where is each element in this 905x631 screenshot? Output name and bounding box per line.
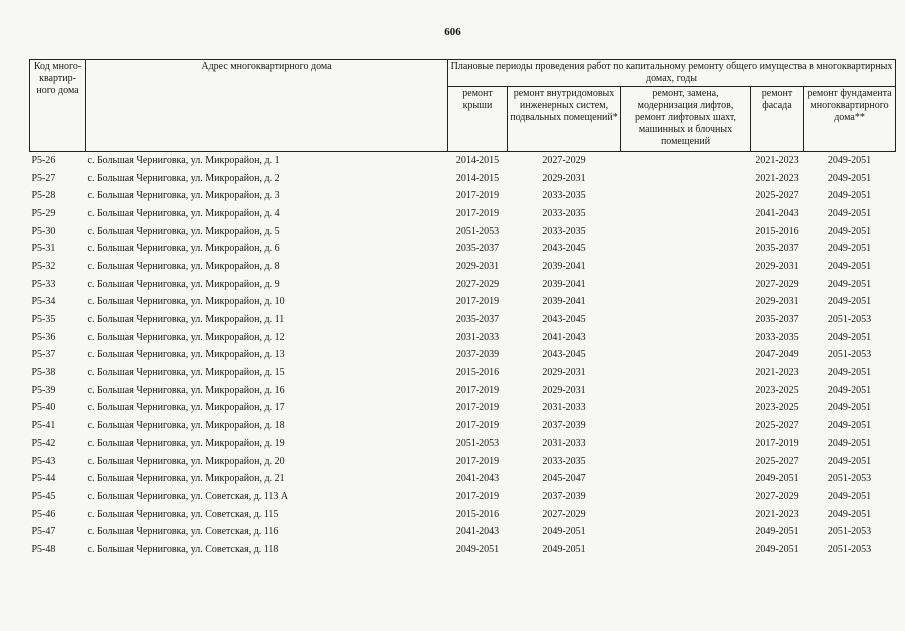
cell-lifts bbox=[621, 152, 751, 170]
cell-engineering: 2033-2035 bbox=[542, 455, 586, 467]
table-row bbox=[30, 400, 896, 418]
cell-address: с. Большая Черниговка, ул. Микрорайон, д. 15 bbox=[87, 367, 285, 379]
cell-facade: 2029-2031 bbox=[755, 260, 799, 272]
cell-facade: 2015-2016 bbox=[755, 225, 799, 237]
table-row bbox=[30, 311, 896, 329]
cell-code: P5-46 bbox=[31, 508, 56, 520]
cell-facade: 2021-2023 bbox=[755, 154, 799, 166]
cell-facade: 2035-2037 bbox=[755, 243, 799, 255]
table-row bbox=[30, 205, 896, 223]
cell-address: с. Большая Черниговка, ул. Микрорайон, д. 11 bbox=[87, 314, 285, 326]
cell-facade: 2021-2023 bbox=[755, 172, 799, 184]
cell-foundation: 2049-2051 bbox=[827, 508, 872, 520]
cell-roof: 2017-2019 bbox=[455, 490, 500, 502]
cell-code: P5-27 bbox=[31, 172, 56, 184]
cell-facade: 2021-2023 bbox=[755, 508, 799, 520]
cell-address: с. Большая Черниговка, ул. Микрорайон, д. 9 bbox=[87, 278, 280, 290]
table-row bbox=[30, 453, 896, 471]
cell-engineering: 2033-2035 bbox=[542, 207, 586, 219]
header-periods: Плановые периоды проведения работ по капитальному ремонту общего имущества в многоквартирных домах, годы bbox=[448, 60, 896, 87]
cell-facade: 2041-2043 bbox=[755, 207, 799, 219]
cell-foundation: 2049-2051 bbox=[827, 455, 872, 467]
cell-roof: 2035-2037 bbox=[455, 243, 500, 255]
cell-engineering: 2039-2041 bbox=[542, 278, 586, 290]
cell-engineering: 2033-2035 bbox=[542, 225, 586, 237]
table-row bbox=[30, 329, 896, 347]
cell-foundation: 2049-2051 bbox=[827, 296, 872, 308]
cell-engineering: 2031-2033 bbox=[542, 402, 586, 414]
cell-lifts bbox=[621, 276, 751, 294]
cell-lifts bbox=[621, 523, 751, 541]
cell-roof: 2051-2053 bbox=[455, 437, 500, 449]
cell-facade: 2049-2051 bbox=[755, 543, 799, 555]
cell-lifts bbox=[621, 453, 751, 471]
cell-foundation: 2049-2051 bbox=[827, 190, 872, 202]
cell-lifts bbox=[621, 347, 751, 365]
cell-lifts bbox=[621, 258, 751, 276]
cell-code: P5-43 bbox=[31, 455, 56, 467]
header-engineering: ремонт внутридомовых инженерных систем, подвальных помещений* bbox=[508, 87, 621, 152]
table-row bbox=[30, 470, 896, 488]
cell-engineering: 2043-2045 bbox=[542, 243, 586, 255]
header-facade: ремонт фасада bbox=[751, 87, 804, 152]
cell-address: с. Большая Черниговка, ул. Советская, д. 115 bbox=[87, 508, 279, 520]
cell-foundation: 2049-2051 bbox=[827, 243, 872, 255]
cell-roof: 2051-2053 bbox=[455, 225, 500, 237]
cell-lifts bbox=[621, 240, 751, 258]
cell-engineering: 2045-2047 bbox=[542, 473, 586, 485]
cell-roof: 2049-2051 bbox=[455, 543, 500, 555]
cell-facade: 2027-2029 bbox=[755, 278, 799, 290]
cell-code: P5-41 bbox=[31, 420, 56, 432]
header-foundation: ремонт фундамента многоквартирного дома** bbox=[804, 87, 896, 152]
cell-engineering: 2049-2051 bbox=[542, 526, 586, 538]
cell-foundation: 2049-2051 bbox=[827, 225, 872, 237]
cell-engineering: 2031-2033 bbox=[542, 437, 586, 449]
cell-foundation: 2049-2051 bbox=[827, 154, 872, 166]
cell-foundation: 2049-2051 bbox=[827, 331, 872, 343]
cell-facade: 2021-2023 bbox=[755, 367, 799, 379]
cell-foundation: 2049-2051 bbox=[827, 367, 872, 379]
cell-code: P5-26 bbox=[31, 154, 56, 166]
cell-facade: 2029-2031 bbox=[755, 296, 799, 308]
cell-address: с. Большая Черниговка, ул. Микрорайон, д. 8 bbox=[87, 260, 280, 272]
table-row bbox=[30, 187, 896, 205]
cell-address: с. Большая Черниговка, ул. Микрорайон, д. 3 bbox=[87, 190, 280, 202]
cell-lifts bbox=[621, 223, 751, 241]
cell-roof: 2014-2015 bbox=[455, 172, 500, 184]
cell-code: P5-33 bbox=[31, 278, 56, 290]
cell-engineering: 2033-2035 bbox=[542, 190, 586, 202]
cell-engineering: 2027-2029 bbox=[542, 154, 586, 166]
cell-code: P5-36 bbox=[31, 331, 56, 343]
cell-engineering: 2029-2031 bbox=[542, 367, 586, 379]
cell-foundation: 2049-2051 bbox=[827, 207, 872, 219]
cell-lifts bbox=[621, 329, 751, 347]
cell-address: с. Большая Черниговка, ул. Микрорайон, д. 19 bbox=[87, 437, 285, 449]
cell-engineering: 2049-2051 bbox=[542, 543, 586, 555]
header-roof: ремонт крыши bbox=[448, 87, 508, 152]
capital-repair-schedule-table bbox=[29, 59, 896, 559]
cell-code: P5-45 bbox=[31, 490, 56, 502]
cell-facade: 2025-2027 bbox=[755, 455, 799, 467]
cell-engineering: 2043-2045 bbox=[542, 349, 586, 361]
cell-facade: 2023-2025 bbox=[755, 402, 799, 414]
table-row bbox=[30, 152, 896, 170]
cell-roof: 2027-2029 bbox=[455, 278, 500, 290]
cell-roof: 2031-2033 bbox=[455, 331, 500, 343]
cell-roof: 2015-2016 bbox=[455, 367, 500, 379]
cell-engineering: 2041-2043 bbox=[542, 331, 586, 343]
cell-facade: 2049-2051 bbox=[755, 526, 799, 538]
cell-code: P5-30 bbox=[31, 225, 56, 237]
table-row bbox=[30, 223, 896, 241]
cell-lifts bbox=[621, 488, 751, 506]
cell-code: P5-37 bbox=[31, 349, 56, 361]
cell-code: P5-35 bbox=[31, 314, 56, 326]
table-row bbox=[30, 488, 896, 506]
cell-address: с. Большая Черниговка, ул. Микрорайон, д. 18 bbox=[87, 420, 285, 432]
cell-facade: 2027-2029 bbox=[755, 490, 799, 502]
cell-code: P5-28 bbox=[31, 190, 56, 202]
header-row-1 bbox=[30, 60, 896, 87]
cell-foundation: 2049-2051 bbox=[827, 384, 872, 396]
cell-foundation: 2049-2051 bbox=[827, 260, 872, 272]
cell-lifts bbox=[621, 205, 751, 223]
cell-roof: 2029-2031 bbox=[455, 260, 500, 272]
cell-address: с. Большая Черниговка, ул. Советская, д. 113 А bbox=[87, 490, 289, 502]
header-lifts: ремонт, замена, модернизация лифтов, ремонт лифтовых шахт, машинных и блочных помещений bbox=[621, 87, 751, 152]
cell-roof: 2017-2019 bbox=[455, 420, 500, 432]
cell-facade: 2025-2027 bbox=[755, 190, 799, 202]
cell-lifts bbox=[621, 382, 751, 400]
table-row bbox=[30, 506, 896, 524]
cell-address: с. Большая Черниговка, ул. Микрорайон, д. 6 bbox=[87, 243, 280, 255]
header-address: Адрес многоквартирного дома bbox=[86, 60, 448, 152]
cell-lifts bbox=[621, 364, 751, 382]
cell-foundation: 2051-2053 bbox=[827, 349, 872, 361]
cell-roof: 2017-2019 bbox=[455, 384, 500, 396]
cell-lifts bbox=[621, 435, 751, 453]
cell-engineering: 2037-2039 bbox=[542, 420, 586, 432]
cell-roof: 2015-2016 bbox=[455, 508, 500, 520]
page-number: 606 bbox=[444, 26, 461, 38]
cell-lifts bbox=[621, 541, 751, 559]
cell-roof: 2017-2019 bbox=[455, 455, 500, 467]
cell-lifts bbox=[621, 417, 751, 435]
cell-foundation: 2051-2053 bbox=[827, 314, 872, 326]
table-row bbox=[30, 523, 896, 541]
cell-foundation: 2051-2053 bbox=[827, 473, 872, 485]
cell-foundation: 2049-2051 bbox=[827, 402, 872, 414]
cell-address: с. Большая Черниговка, ул. Микрорайон, д. 13 bbox=[87, 349, 285, 361]
table-row bbox=[30, 240, 896, 258]
cell-foundation: 2049-2051 bbox=[827, 172, 872, 184]
cell-facade: 2047-2049 bbox=[755, 349, 799, 361]
cell-roof: 2017-2019 bbox=[455, 190, 500, 202]
cell-engineering: 2039-2041 bbox=[542, 296, 586, 308]
cell-address: с. Большая Черниговка, ул. Микрорайон, д. 16 bbox=[87, 384, 285, 396]
cell-facade: 2049-2051 bbox=[755, 473, 799, 485]
cell-facade: 2035-2037 bbox=[755, 314, 799, 326]
table-row bbox=[30, 382, 896, 400]
cell-code: P5-34 bbox=[31, 296, 56, 308]
cell-code: P5-38 bbox=[31, 367, 56, 379]
table-row bbox=[30, 347, 896, 365]
cell-roof: 2014-2015 bbox=[455, 154, 500, 166]
cell-code: P5-44 bbox=[31, 473, 56, 485]
cell-facade: 2023-2025 bbox=[755, 384, 799, 396]
cell-roof: 2037-2039 bbox=[455, 349, 500, 361]
cell-foundation: 2049-2051 bbox=[827, 278, 872, 290]
cell-address: с. Большая Черниговка, ул. Микрорайон, д. 21 bbox=[87, 473, 285, 485]
cell-address: с. Большая Черниговка, ул. Микрорайон, д. 1 bbox=[87, 154, 280, 166]
cell-address: с. Большая Черниговка, ул. Советская, д. 116 bbox=[87, 526, 279, 538]
cell-roof: 2017-2019 bbox=[455, 207, 500, 219]
table-row bbox=[30, 417, 896, 435]
cell-foundation: 2049-2051 bbox=[827, 420, 872, 432]
cell-address: с. Большая Черниговка, ул. Микрорайон, д. 20 bbox=[87, 455, 285, 467]
table-body bbox=[30, 152, 896, 559]
cell-engineering: 2027-2029 bbox=[542, 508, 586, 520]
cell-lifts bbox=[621, 506, 751, 524]
cell-foundation: 2051-2053 bbox=[827, 543, 872, 555]
cell-engineering: 2039-2041 bbox=[542, 260, 586, 272]
cell-engineering: 2037-2039 bbox=[542, 490, 586, 502]
table-row bbox=[30, 541, 896, 559]
table-row bbox=[30, 276, 896, 294]
cell-address: с. Большая Черниговка, ул. Микрорайон, д. 10 bbox=[87, 296, 285, 308]
cell-foundation: 2049-2051 bbox=[827, 437, 872, 449]
cell-engineering: 2029-2031 bbox=[542, 384, 586, 396]
cell-address: с. Большая Черниговка, ул. Микрорайон, д. 5 bbox=[87, 225, 280, 237]
cell-engineering: 2043-2045 bbox=[542, 314, 586, 326]
cell-facade: 2025-2027 bbox=[755, 420, 799, 432]
cell-address: с. Большая Черниговка, ул. Советская, д. 118 bbox=[87, 543, 279, 555]
table-row bbox=[30, 170, 896, 188]
cell-lifts bbox=[621, 470, 751, 488]
cell-lifts bbox=[621, 294, 751, 312]
table-row bbox=[30, 364, 896, 382]
cell-foundation: 2051-2053 bbox=[827, 526, 872, 538]
cell-roof: 2041-2043 bbox=[455, 526, 500, 538]
table-row bbox=[30, 258, 896, 276]
cell-lifts bbox=[621, 170, 751, 188]
table-row bbox=[30, 294, 896, 312]
cell-code: P5-42 bbox=[31, 437, 56, 449]
cell-roof: 2017-2019 bbox=[455, 296, 500, 308]
cell-address: с. Большая Черниговка, ул. Микрорайон, д. 2 bbox=[87, 172, 280, 184]
cell-lifts bbox=[621, 311, 751, 329]
cell-address: с. Большая Черниговка, ул. Микрорайон, д. 12 bbox=[87, 331, 285, 343]
cell-roof: 2035-2037 bbox=[455, 314, 500, 326]
cell-facade: 2017-2019 bbox=[755, 437, 799, 449]
cell-code: P5-47 bbox=[31, 526, 56, 538]
cell-address: с. Большая Черниговка, ул. Микрорайон, д. 4 bbox=[87, 207, 280, 219]
cell-roof: 2041-2043 bbox=[455, 473, 500, 485]
cell-roof: 2017-2019 bbox=[455, 402, 500, 414]
cell-facade: 2033-2035 bbox=[755, 331, 799, 343]
cell-code: P5-48 bbox=[31, 543, 56, 555]
cell-foundation: 2049-2051 bbox=[827, 490, 872, 502]
header-code: Код много-квартир-ного дома bbox=[30, 60, 86, 152]
cell-code: P5-31 bbox=[31, 243, 56, 255]
table-row bbox=[30, 435, 896, 453]
cell-engineering: 2029-2031 bbox=[542, 172, 586, 184]
cell-address: с. Большая Черниговка, ул. Микрорайон, д. 17 bbox=[87, 402, 285, 414]
cell-lifts bbox=[621, 400, 751, 418]
cell-code: P5-29 bbox=[31, 207, 56, 219]
cell-code: P5-32 bbox=[31, 260, 56, 272]
cell-lifts bbox=[621, 187, 751, 205]
cell-code: P5-39 bbox=[31, 384, 56, 396]
cell-code: P5-40 bbox=[31, 402, 56, 414]
